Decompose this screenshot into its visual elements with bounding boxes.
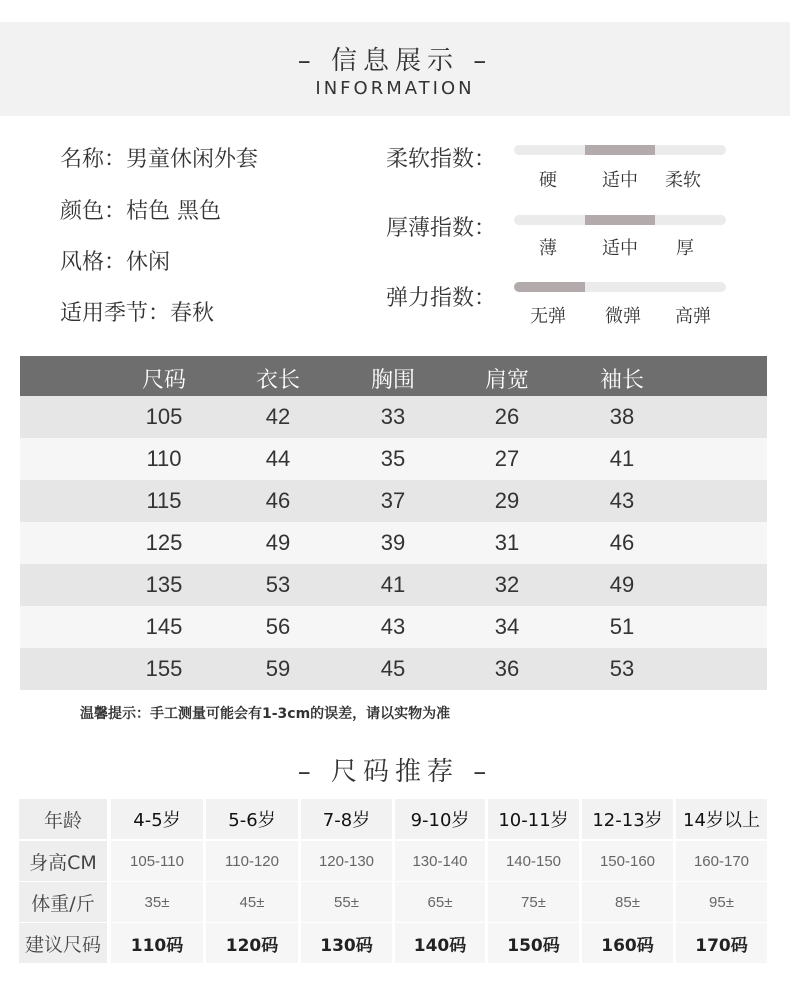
weight-cell: 95± xyxy=(676,882,767,922)
size-cell: 120码 xyxy=(206,923,298,963)
table-cell: 44 xyxy=(265,446,291,471)
table-cell: 110 xyxy=(146,446,182,471)
table-row xyxy=(20,522,767,564)
table-row xyxy=(20,396,767,438)
info-style: 风格：休闲 xyxy=(60,250,171,275)
size-cell: 140码 xyxy=(395,923,485,963)
table-row xyxy=(20,648,767,690)
header-length: 衣长 xyxy=(255,368,300,393)
softness-level-mid: 适中 xyxy=(602,170,638,191)
table-cell: 59 xyxy=(265,656,291,681)
table-cell: 45 xyxy=(380,656,406,681)
info-season: 适用季节：春秋 xyxy=(60,301,215,326)
softness-level-high: 柔软 xyxy=(665,170,701,191)
size-cell: 150码 xyxy=(488,923,579,963)
table-cell: 31 xyxy=(494,530,520,555)
table-cell: 26 xyxy=(494,404,520,429)
elasticity-level-high: 高弹 xyxy=(675,306,711,327)
size-cell: 160码 xyxy=(582,923,673,963)
table-cell: 36 xyxy=(494,656,520,681)
table-cell: 32 xyxy=(494,572,520,597)
table-row xyxy=(20,564,767,606)
label-weight: 体重/斤 xyxy=(19,882,107,922)
table-cell: 51 xyxy=(609,614,635,639)
height-cell: 150-160 xyxy=(582,841,673,881)
softness-label: 柔软指数： xyxy=(386,147,497,172)
age-cell: 9-10岁 xyxy=(395,799,485,839)
recommend-title: – 尺码推荐 – xyxy=(297,757,493,787)
table-row xyxy=(20,480,767,522)
table-cell: 105 xyxy=(145,404,183,429)
softness-level-low: 硬 xyxy=(539,170,557,191)
table-cell: 37 xyxy=(380,488,406,513)
header-shoulder: 肩宽 xyxy=(484,368,529,393)
size-table-header xyxy=(20,356,767,396)
elasticity-level-low: 无弹 xyxy=(530,306,566,327)
info-color: 颜色：桔色 黑色 xyxy=(60,199,221,224)
table-cell: 49 xyxy=(609,572,635,597)
table-cell: 53 xyxy=(265,572,291,597)
thickness-level-mid: 适中 xyxy=(602,238,638,259)
thickness-level-low: 薄 xyxy=(539,238,557,259)
thickness-bar-fill xyxy=(585,215,656,225)
header-chest: 胸围 xyxy=(370,368,415,393)
elasticity-bar-fill xyxy=(514,282,585,292)
table-cell: 49 xyxy=(265,530,291,555)
table-cell: 56 xyxy=(265,614,291,639)
height-cell: 120-130 xyxy=(301,841,392,881)
label-size: 建议尺码 xyxy=(19,923,107,963)
height-cell: 105-110 xyxy=(111,841,203,881)
table-cell: 38 xyxy=(609,404,635,429)
softness-bar xyxy=(514,145,726,155)
height-cell: 130-140 xyxy=(395,841,485,881)
info-name: 名称：男童休闲外套 xyxy=(60,147,259,172)
thickness-label: 厚薄指数： xyxy=(386,216,497,241)
header-size: 尺码 xyxy=(141,368,186,393)
weight-cell: 85± xyxy=(582,882,673,922)
table-cell: 115 xyxy=(146,488,182,513)
table-cell: 29 xyxy=(494,488,520,513)
table-cell: 42 xyxy=(265,404,291,429)
age-cell: 5-6岁 xyxy=(206,799,298,839)
header-sleeve: 袖长 xyxy=(599,368,644,393)
table-cell: 125 xyxy=(145,530,183,555)
age-cell: 10-11岁 xyxy=(488,799,579,839)
thickness-bar xyxy=(514,215,726,225)
size-cell: 170码 xyxy=(676,923,767,963)
height-cell: 160-170 xyxy=(676,841,767,881)
table-row xyxy=(20,606,767,648)
table-cell: 41 xyxy=(609,446,635,471)
elasticity-bar xyxy=(514,282,726,292)
table-cell: 46 xyxy=(265,488,291,513)
weight-cell: 45± xyxy=(206,882,298,922)
age-cell: 7-8岁 xyxy=(301,799,392,839)
table-cell: 43 xyxy=(380,614,406,639)
table-cell: 155 xyxy=(145,656,183,681)
table-cell: 53 xyxy=(609,656,635,681)
table-cell: 46 xyxy=(609,530,635,555)
weight-cell: 55± xyxy=(301,882,392,922)
age-cell: 14岁以上 xyxy=(676,799,767,839)
table-row xyxy=(20,438,767,480)
section-subtitle: INFORMATION xyxy=(315,78,475,99)
weight-cell: 35± xyxy=(111,882,203,922)
table-cell: 39 xyxy=(380,530,406,555)
age-cell: 12-13岁 xyxy=(582,799,673,839)
table-cell: 41 xyxy=(380,572,406,597)
table-cell: 34 xyxy=(494,614,520,639)
table-cell: 35 xyxy=(380,446,406,471)
weight-cell: 65± xyxy=(395,882,485,922)
age-cell: 4-5岁 xyxy=(111,799,203,839)
measurement-tip: 温馨提示：手工测量可能会有1-3cm的误差，请以实物为准 xyxy=(80,706,451,722)
label-age: 年龄 xyxy=(19,799,107,839)
label-height: 身高CM xyxy=(19,841,107,881)
elasticity-label: 弹力指数： xyxy=(386,286,497,311)
thickness-level-high: 厚 xyxy=(676,238,694,259)
table-cell: 145 xyxy=(145,614,183,639)
height-cell: 140-150 xyxy=(488,841,579,881)
elasticity-level-mid: 微弹 xyxy=(605,306,641,327)
softness-bar-fill xyxy=(585,145,656,155)
size-cell: 130码 xyxy=(301,923,392,963)
table-cell: 43 xyxy=(609,488,635,513)
table-cell: 135 xyxy=(145,572,183,597)
table-cell: 33 xyxy=(380,404,406,429)
height-cell: 110-120 xyxy=(206,841,298,881)
weight-cell: 75± xyxy=(488,882,579,922)
table-cell: 27 xyxy=(494,446,520,471)
section-title: – 信息展示 – xyxy=(297,46,493,76)
size-cell: 110码 xyxy=(111,923,203,963)
